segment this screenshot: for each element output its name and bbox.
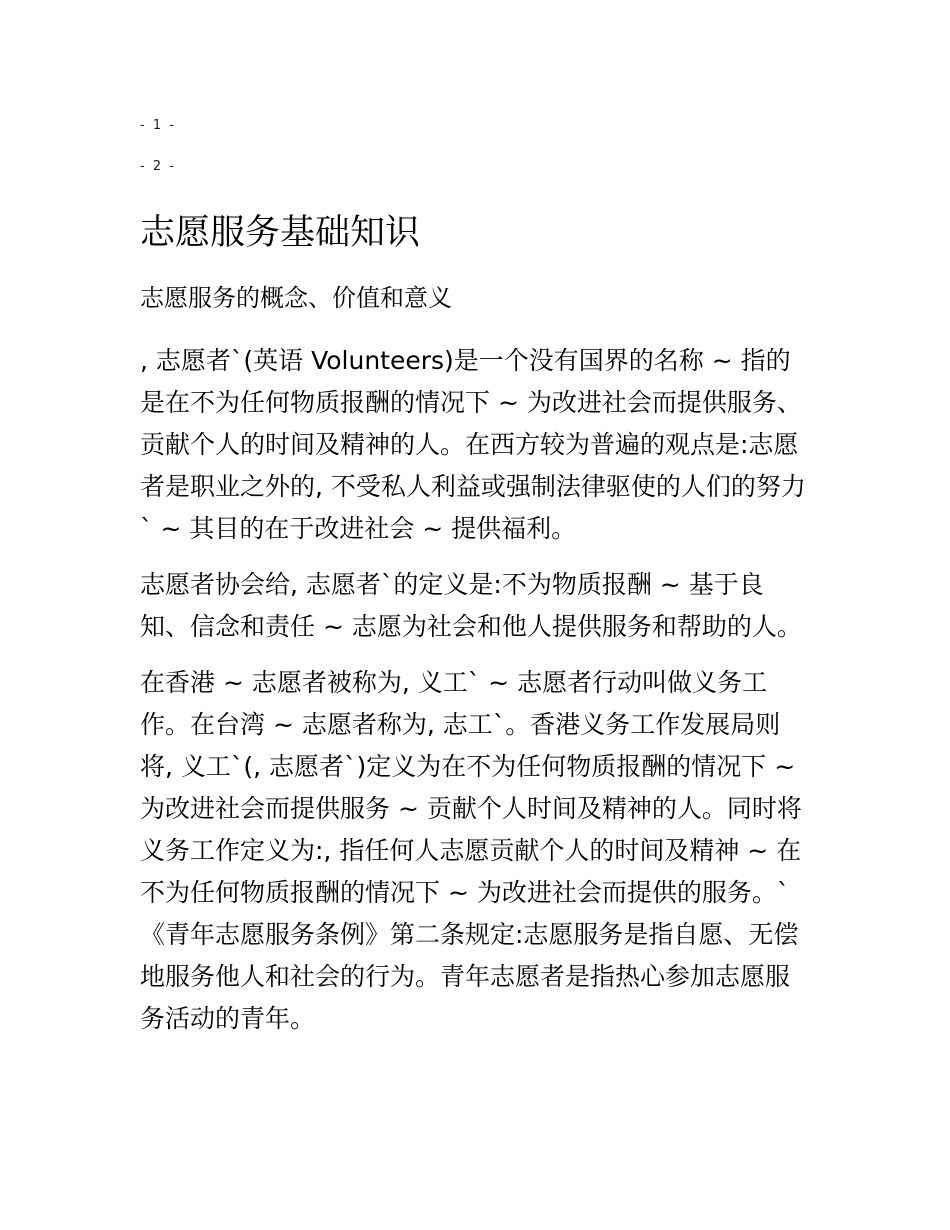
page-number-2: - 2 -: [140, 159, 176, 174]
paragraph-association-definition: 志愿者协会给, 志愿者`的定义是:不为物质报酬 ~ 基于良知、信念和责任 ~ 志愿为社会和他人提供服务和帮助的人。: [140, 570, 802, 641]
paragraph-volunteer-definition: , 志愿者`(英语 Volunteers)是一个没有国界的名称 ~ 指的是在不为任何物质报酬的情况下 ~ 为改进社会而提供服务、贡献个人的时间及精神的人。在西方较为普遍的观点是:志愿者是职业之外的, 不受私人利益或强制法律驱使的人们的努力` ~ 其目的在于改进社会 ~ 提供福利。: [140, 346, 806, 543]
document-body: [140, 340, 812, 1054]
section-heading: 志愿服务的概念、价值和意义: [140, 284, 452, 312]
paragraph-hongkong-taiwan: 在香港 ~ 志愿者被称为, 义工` ~ 志愿者行动叫做义务工作。在台湾 ~ 志愿者称为, 志工`。香港义务工作发展局则将, 义工`(, 志愿者`)定义为在不为任何物质报酬的情况下 ~ 为改进社会而提供服务 ~ 贡献个人时间及精神的人。同时将义务工作定义为:, 指任何人志愿贡献个人的时间及精神 ~ 在不为任何物质报酬的情况下 ~ 为改进社会而提供的服务。`《青年志愿服务条例》第二条规定:志愿服务是指自愿、无偿地服务他人和社会的行为。青年志愿者是指热心参加志愿服务活动的青年。: [140, 668, 802, 1033]
page-number-1: - 1 -: [140, 118, 176, 133]
document-title: 志愿服务基础知识: [140, 213, 421, 253]
